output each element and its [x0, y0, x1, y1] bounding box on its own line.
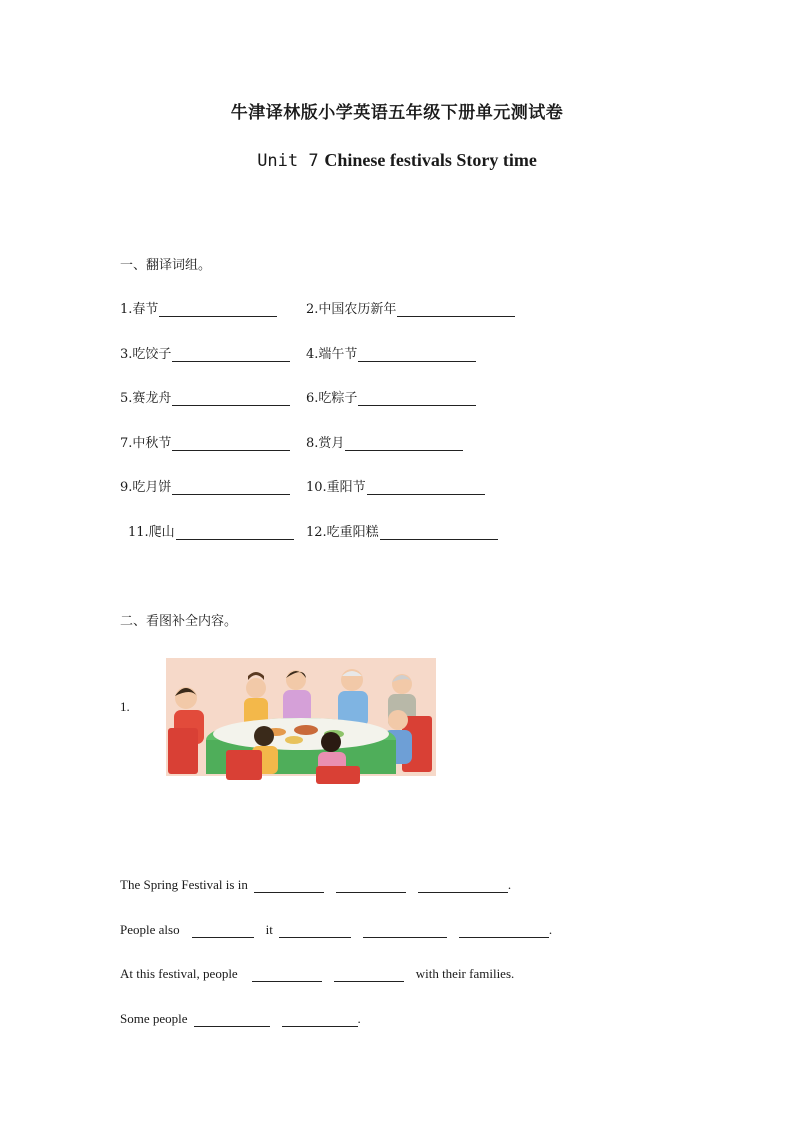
answer-blank[interactable]	[282, 1014, 358, 1027]
answer-blank[interactable]	[363, 925, 447, 938]
item-label: 12.吃重阳糕	[306, 525, 379, 540]
sentence-text: Some people	[120, 1011, 188, 1026]
sentence-3	[120, 966, 514, 982]
section-1-heading: 一、翻译词组。	[120, 258, 212, 273]
item-label: 4.端午节	[306, 347, 358, 362]
sentence-end: .	[507, 877, 512, 892]
answer-blank[interactable]	[459, 925, 549, 938]
sentence-4	[120, 1011, 361, 1027]
unit-title	[0, 150, 794, 171]
sentence-text: with their families.	[415, 966, 515, 981]
sentence-text: The Spring Festival is in	[120, 877, 248, 892]
translate-item-9	[120, 476, 290, 495]
translate-item-7	[120, 432, 290, 451]
chair	[226, 750, 262, 780]
family-dinner-illustration	[166, 658, 436, 788]
sentence-end: .	[548, 922, 553, 937]
translate-item-2	[306, 298, 515, 317]
item-label: 6.吃粽子	[306, 391, 358, 406]
answer-blank[interactable]	[172, 393, 290, 406]
translate-item-5	[120, 387, 290, 406]
answer-blank[interactable]	[194, 1014, 270, 1027]
answer-blank[interactable]	[334, 969, 404, 982]
item-label: 7.中秋节	[120, 436, 172, 451]
item-label: 10.重阳节	[306, 480, 366, 495]
translate-item-6	[306, 387, 476, 406]
page-title: 牛津译林版小学英语五年级下册单元测试卷	[230, 103, 564, 123]
chair	[316, 766, 360, 784]
answer-blank[interactable]	[159, 304, 277, 317]
unit-number: Unit 7	[257, 151, 319, 171]
answer-blank[interactable]	[279, 925, 351, 938]
answer-blank[interactable]	[345, 438, 463, 451]
item-label: 8.赏月	[306, 436, 345, 451]
family-dinner-image	[166, 658, 436, 788]
answer-blank[interactable]	[418, 880, 508, 893]
answer-blank[interactable]	[367, 482, 485, 495]
answer-blank[interactable]	[358, 349, 476, 362]
item-label: 3.吃饺子	[120, 347, 172, 362]
translate-item-8	[306, 432, 463, 451]
answer-blank[interactable]	[254, 880, 324, 893]
translate-item-11	[128, 521, 294, 540]
chair	[168, 728, 198, 774]
sentence-end: .	[357, 1011, 361, 1026]
answer-blank[interactable]	[358, 393, 476, 406]
translate-item-4	[306, 343, 476, 362]
item-label: 9.吃月饼	[120, 480, 172, 495]
translate-item-3	[120, 343, 290, 362]
translate-item-1	[120, 298, 277, 317]
answer-blank[interactable]	[172, 482, 290, 495]
sentence-2	[120, 922, 552, 938]
answer-blank[interactable]	[252, 969, 322, 982]
item-label: 5.赛龙舟	[120, 391, 172, 406]
sentence-1	[120, 877, 511, 893]
translate-item-12	[306, 521, 498, 540]
item-label: 11.爬山	[128, 525, 175, 540]
answer-blank[interactable]	[172, 349, 290, 362]
answer-blank[interactable]	[192, 925, 254, 938]
answer-blank[interactable]	[176, 527, 294, 540]
sentence-text: it	[265, 922, 273, 937]
answer-blank[interactable]	[336, 880, 406, 893]
item-label: 1.春节	[120, 302, 159, 317]
answer-blank[interactable]	[397, 304, 515, 317]
answer-blank[interactable]	[380, 527, 498, 540]
item-label: 2.中国农历新年	[306, 302, 397, 317]
sentence-text: At this festival, people	[120, 966, 238, 981]
translate-item-10	[306, 476, 485, 495]
answer-blank[interactable]	[172, 438, 290, 451]
question-number: 1.	[120, 699, 130, 714]
section-2-heading: 二、看图补全内容。	[120, 614, 238, 629]
sentence-text: People also	[120, 922, 180, 937]
lesson-title: Chinese festivals Story time	[324, 150, 537, 170]
